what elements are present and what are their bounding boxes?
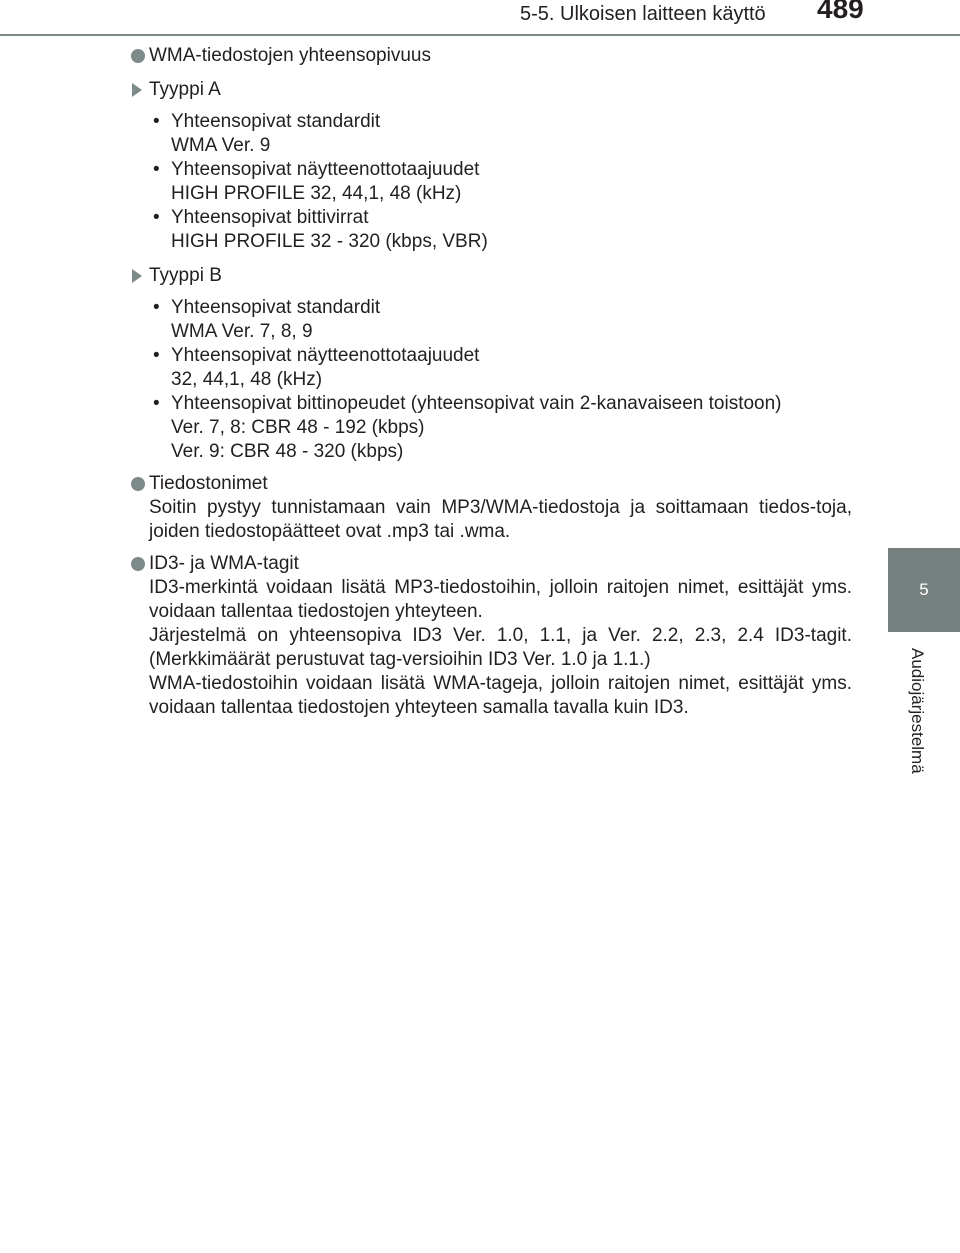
- list-item: [126, 296, 852, 344]
- list-item: [126, 158, 852, 206]
- type-b-list: [126, 296, 852, 464]
- tags-heading: ID3- ja WMA-tagit: [149, 553, 299, 574]
- main-content: [126, 44, 852, 728]
- triangle-arrow-icon: [132, 83, 142, 97]
- item-value: HIGH PROFILE 32 - 320 (kbps, VBR): [171, 231, 488, 252]
- list-item: [126, 206, 852, 254]
- item-title: Yhteensopivat standardit: [171, 297, 381, 318]
- type-a-list: [126, 110, 852, 254]
- item-title: Yhteensopivat näytteenottotaajuudet: [171, 345, 480, 366]
- page-number: 489: [817, 0, 864, 24]
- bullet-mark: •: [153, 111, 160, 132]
- item-value: WMA Ver. 9: [171, 135, 271, 156]
- chapter-tab: [888, 548, 960, 632]
- item-title: Yhteensopivat näytteenottotaajuudet: [171, 159, 480, 180]
- circle-bullet-icon: [131, 557, 145, 571]
- item-value: HIGH PROFILE 32, 44,1, 48 (kHz): [171, 183, 462, 204]
- filenames-body: Soitin pystyy tunnistamaan vain MP3/WMA-tiedostoja ja soittamaan tiedos-toja, joiden tiedostopäätteet ovat .mp3 tai .wma.: [149, 497, 852, 542]
- triangle-arrow-icon: [132, 269, 142, 283]
- type-b-label: Tyyppi B: [149, 265, 222, 286]
- chapter-label: [907, 648, 937, 798]
- section-title: 5-5. Ulkoisen laitteen käyttö: [520, 3, 766, 25]
- item-value: WMA Ver. 7, 8, 9: [171, 321, 313, 342]
- tags-paragraph-1: ID3-merkintä voidaan lisätä MP3-tiedostoihin, jolloin raitojen nimet, esittäjät yms. voidaan tallentaa tiedostojen yhteyteen.: [149, 577, 852, 622]
- type-a-heading: [126, 78, 852, 102]
- type-a-label: Tyyppi A: [149, 79, 221, 100]
- item-title: Yhteensopivat standardit: [171, 111, 381, 132]
- list-item: [126, 392, 852, 464]
- chapter-label-text: Audiojärjestelmä: [908, 648, 927, 774]
- wma-compatibility-heading: [126, 44, 852, 68]
- circle-bullet-icon: [131, 49, 145, 63]
- type-b-heading: [126, 264, 852, 288]
- tags-section: [126, 552, 852, 720]
- chapter-number: 5: [919, 580, 929, 599]
- bullet-mark: •: [153, 297, 160, 318]
- bullet-mark: •: [153, 393, 160, 414]
- list-item: [126, 344, 852, 392]
- bullet-mark: •: [153, 345, 160, 366]
- item-value: Ver. 7, 8: CBR 48 - 192 (kbps): [171, 417, 425, 438]
- circle-bullet-icon: [131, 477, 145, 491]
- list-item: [126, 110, 852, 158]
- filenames-section: [126, 472, 852, 544]
- item-value: 32, 44,1, 48 (kHz): [171, 369, 323, 390]
- tags-paragraph-3: WMA-tiedostoihin voidaan lisätä WMA-tageja, jolloin raitojen nimet, esittäjät yms. voidaan tallentaa tiedostojen yhteyteen samalla tavalla kuin ID3.: [149, 673, 852, 718]
- item-title: Yhteensopivat bittivirrat: [171, 207, 369, 228]
- tags-paragraph-2: Järjestelmä on yhteensopiva ID3 Ver. 1.0, 1.1, ja Ver. 2.2, 2.3, 2.4 ID3-tagit. (Merkkimäärät perustuvat tag-versioihin ID3 Ver. 1.0 ja 1.1.): [149, 625, 852, 670]
- bullet-mark: •: [153, 159, 160, 180]
- header-divider: [0, 34, 960, 36]
- item-value: Ver. 9: CBR 48 - 320 (kbps): [171, 441, 404, 462]
- item-title: Yhteensopivat bittinopeudet (yhteensopivat vain 2-kanavaiseen toistoon): [171, 393, 782, 414]
- filenames-heading: Tiedostonimet: [149, 473, 268, 494]
- bullet-mark: •: [153, 207, 160, 228]
- heading-text: WMA-tiedostojen yhteensopivuus: [149, 45, 431, 66]
